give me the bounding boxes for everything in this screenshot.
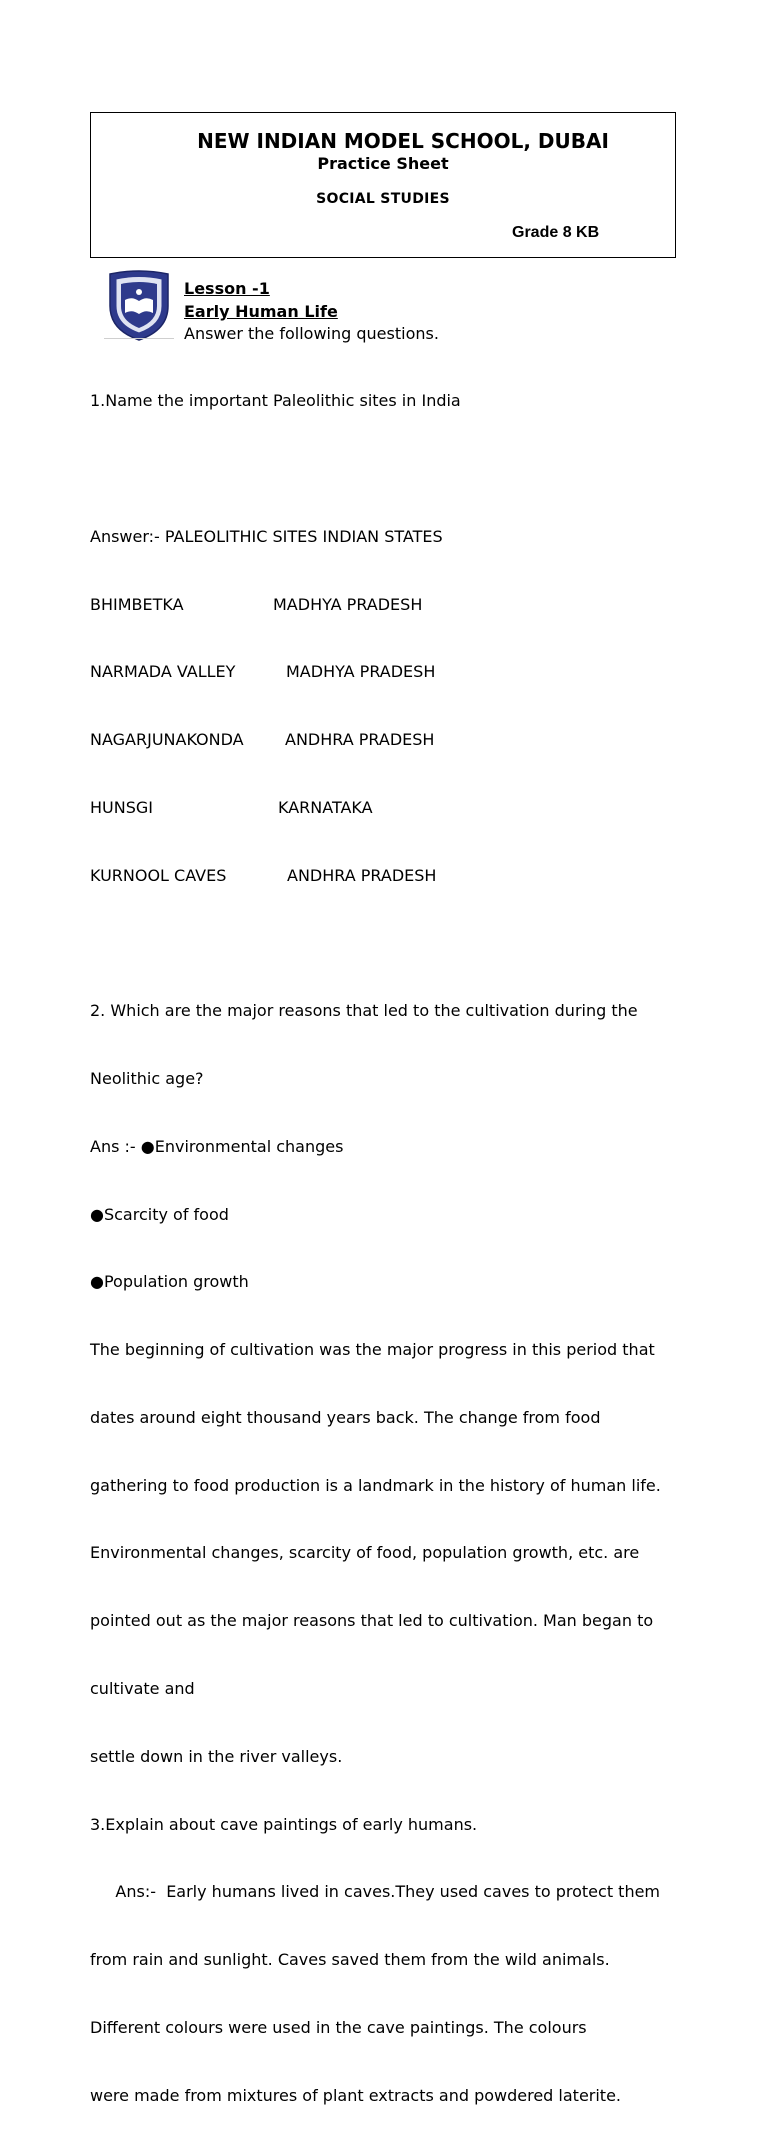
q1-answer-heading: Answer:- PALEOLITHIC SITES INDIAN STATES bbox=[90, 526, 443, 546]
q3-question: 3.Explain about cave paintings of early humans. bbox=[90, 1814, 478, 1834]
site-name: NAGARJUNAKONDA bbox=[90, 730, 244, 750]
header-box bbox=[90, 112, 676, 258]
q2-paragraph-line: pointed out as the major reasons that led to cultivation. Man began to bbox=[90, 1611, 654, 1631]
grade: Grade 8 KB bbox=[512, 224, 600, 241]
site-row bbox=[90, 594, 690, 617]
subject: SOCIAL STUDIES bbox=[316, 191, 450, 207]
lesson-heading bbox=[184, 278, 439, 346]
q2-reason-item bbox=[90, 1271, 690, 1294]
q2-question-line: 2. Which are the major reasons that led to the cultivation during the bbox=[90, 1001, 638, 1021]
q3-answer-line: Different colours were used in the cave paintings. The colours bbox=[90, 2017, 587, 2037]
lesson-title: Early Human Life bbox=[184, 301, 338, 321]
site-row bbox=[90, 865, 690, 888]
school-name: NEW INDIAN MODEL SCHOOL, DUBAI bbox=[197, 129, 609, 153]
site-state: MADHYA PRADESH bbox=[286, 662, 436, 682]
site-name: KURNOOL CAVES bbox=[90, 865, 227, 885]
q2-reason-item bbox=[90, 1136, 690, 1159]
site-row bbox=[90, 797, 690, 820]
site-state: ANDHRA PRADESH bbox=[285, 730, 435, 750]
site-row bbox=[90, 661, 690, 684]
school-crest-icon bbox=[106, 270, 172, 342]
q1-question: 1.Name the important Paleolithic sites in India bbox=[90, 391, 461, 411]
site-row bbox=[90, 729, 690, 752]
reason-text: Environmental changes bbox=[154, 1136, 344, 1156]
q2-paragraph-line: The beginning of cultivation was the major progress in this period that bbox=[90, 1340, 655, 1360]
answer-prefix: Ans :- bbox=[90, 1136, 141, 1156]
q2-paragraph-line: cultivate and bbox=[90, 1679, 195, 1699]
site-state: MADHYA PRADESH bbox=[273, 594, 423, 614]
worksheet-body bbox=[90, 345, 690, 2130]
bullet-icon: ● bbox=[90, 1272, 104, 1292]
lesson-instruction: Answer the following questions. bbox=[184, 324, 439, 344]
site-state: KARNATAKA bbox=[278, 797, 373, 817]
site-name: HUNSGI bbox=[90, 797, 153, 817]
q3-answer-line: Ans:- Early humans lived in caves.They used caves to protect them bbox=[90, 1882, 661, 1902]
q2-reason-item bbox=[90, 1204, 690, 1227]
q2-paragraph-line: dates around eight thousand years back. The change from food bbox=[90, 1407, 601, 1427]
sheet-type: Practice Sheet bbox=[317, 154, 449, 173]
lesson-number: Lesson -1 bbox=[184, 279, 270, 298]
site-name: BHIMBETKA bbox=[90, 594, 184, 614]
reason-text: Population growth bbox=[103, 1272, 249, 1292]
reason-text: Scarcity of food bbox=[103, 1204, 229, 1224]
site-state: ANDHRA PRADESH bbox=[287, 865, 437, 885]
q3-answer-line: were made from mixtures of plant extracts and powdered laterite. bbox=[90, 2085, 622, 2105]
crest-baseline bbox=[104, 338, 174, 339]
bullet-icon: ● bbox=[140, 1136, 155, 1156]
q2-paragraph-line: gathering to food production is a landmark in the history of human life. bbox=[90, 1475, 661, 1495]
bullet-icon: ● bbox=[90, 1204, 104, 1224]
q3-answer-line: from rain and sunlight. Caves saved them from the wild animals. bbox=[90, 1950, 610, 1970]
q2-question-line: Neolithic age? bbox=[90, 1069, 204, 1088]
site-name: NARMADA VALLEY bbox=[90, 662, 236, 682]
q2-paragraph-line: Environmental changes, scarcity of food, population growth, etc. are bbox=[90, 1543, 640, 1563]
q2-paragraph-line: settle down in the river valleys. bbox=[90, 1746, 343, 1766]
